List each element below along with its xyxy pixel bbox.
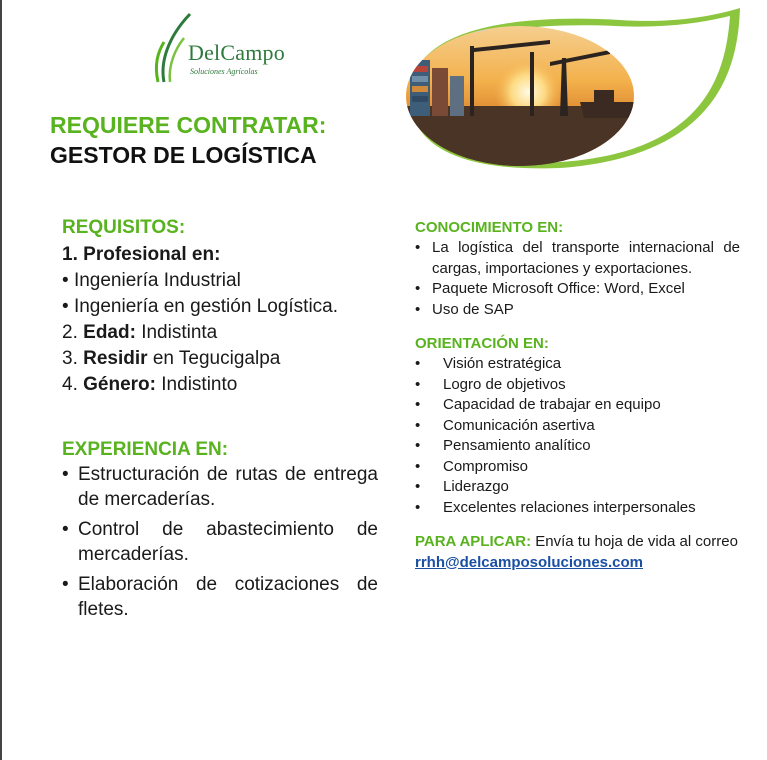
requisito-label: Edad: — [83, 322, 136, 343]
requisitos-list — [62, 242, 378, 398]
orientacion-title: ORIENTACIÓN EN: — [415, 335, 549, 352]
orientacion-text: Comunicación asertiva — [443, 416, 595, 434]
conocimiento-text: La logística del transporte internacional de cargas, importaciones y exportaciones. — [432, 239, 740, 277]
apply-section — [415, 532, 740, 573]
bullet-icon: • — [415, 280, 421, 297]
experiencia-item — [62, 462, 378, 512]
orientacion-text: Capacidad de trabajar en equipo — [443, 396, 661, 413]
orientacion-item — [415, 436, 740, 457]
orientacion-item — [415, 477, 740, 498]
requisito-edad — [62, 320, 378, 346]
orientacion-item — [415, 395, 740, 416]
apply-text: Envía tu hoja de vida al correo — [535, 533, 738, 550]
profession-text: Ingeniería en gestión Logística. — [73, 296, 339, 317]
profession-item — [62, 268, 378, 294]
profession-text: Ingeniería Industrial — [73, 270, 241, 291]
bullet-icon: • — [415, 498, 421, 516]
brand-name: DelCampo — [188, 40, 285, 65]
bullet-icon: • — [62, 464, 69, 485]
requisito-number: 2. — [62, 322, 78, 343]
experiencia-list — [62, 462, 378, 622]
orientacion-text: Logro de objetivos — [443, 375, 566, 393]
requisito-number: 1. — [62, 244, 78, 265]
bullet-icon: • — [415, 375, 421, 393]
bullet-icon: • — [415, 437, 421, 454]
bullet-icon: • — [415, 457, 421, 475]
bullet-icon: • — [415, 396, 421, 413]
experiencia-item — [62, 572, 378, 622]
orientacion-item — [415, 416, 740, 437]
profession-item — [62, 294, 378, 320]
requisito-value: Indistinto — [161, 374, 238, 395]
orientacion-text: Liderazgo — [443, 478, 509, 495]
bullet-icon: • — [62, 574, 69, 595]
orientacion-text: Excelentes relaciones interpersonales — [443, 498, 696, 516]
requisito-label: Género: — [83, 374, 156, 395]
bullet-icon: • — [62, 519, 69, 540]
left-border — [0, 0, 2, 760]
requisito-label: Residir — [83, 348, 148, 369]
requisito-genero — [62, 372, 378, 398]
headline-position: GESTOR DE LOGÍSTICA — [50, 142, 317, 168]
brand-tagline: Soluciones Agrícolas — [190, 67, 258, 76]
bullet-icon: • — [415, 416, 421, 434]
conocimiento-item — [415, 238, 740, 279]
orientacion-text: Pensamiento analítico — [443, 437, 591, 454]
requisito-profesional — [62, 242, 378, 268]
right-column — [415, 218, 740, 573]
port-photo — [400, 6, 746, 172]
experiencia-text: Elaboración de cotizaciones de fletes. — [78, 574, 378, 620]
experiencia-text: Control de abastecimiento de mercaderías. — [78, 519, 378, 565]
requisitos-title: REQUISITOS: — [62, 217, 186, 238]
experiencia-text: Estructuración de rutas de entrega de mercaderías. — [78, 464, 378, 510]
requisito-number: 4. — [62, 374, 78, 395]
bullet-icon: • — [415, 300, 421, 318]
apply-label: PARA APLICAR: — [415, 533, 532, 550]
requisito-value: Indistinta — [141, 322, 218, 343]
experiencia-item — [62, 517, 378, 567]
orientacion-item — [415, 375, 740, 396]
orientacion-list — [415, 354, 740, 518]
bullet-icon: • — [415, 355, 421, 372]
orientacion-item — [415, 457, 740, 478]
conocimiento-item — [415, 300, 740, 321]
experiencia-title: EXPERIENCIA EN: — [62, 439, 229, 460]
requisito-value: en Tegucigalpa — [152, 348, 281, 369]
orientacion-item — [415, 354, 740, 375]
bullet-icon: • — [415, 478, 421, 495]
conocimiento-item — [415, 279, 740, 300]
orientacion-item — [415, 498, 740, 519]
bullet-icon: • — [62, 296, 69, 317]
email-link[interactable]: rrhh@delcamposoluciones.com — [415, 553, 644, 571]
conocimiento-list — [415, 238, 740, 320]
conocimiento-text: Paquete Microsoft Office: Word, Excel — [432, 280, 685, 297]
left-column — [62, 216, 378, 627]
conocimiento-text: Uso de SAP — [432, 300, 514, 318]
conocimiento-title: CONOCIMIENTO EN: — [415, 219, 564, 236]
delcampo-logo — [150, 12, 310, 82]
headline-require: REQUIERE CONTRATAR: — [50, 112, 327, 138]
orientacion-text: Visión estratégica — [443, 355, 562, 372]
bullet-icon: • — [62, 270, 69, 291]
orientacion-text: Compromiso — [443, 457, 529, 475]
requisito-residir — [62, 346, 378, 372]
requisito-label: Profesional en: — [83, 244, 221, 265]
bullet-icon: • — [415, 239, 421, 256]
requisito-number: 3. — [62, 348, 78, 369]
